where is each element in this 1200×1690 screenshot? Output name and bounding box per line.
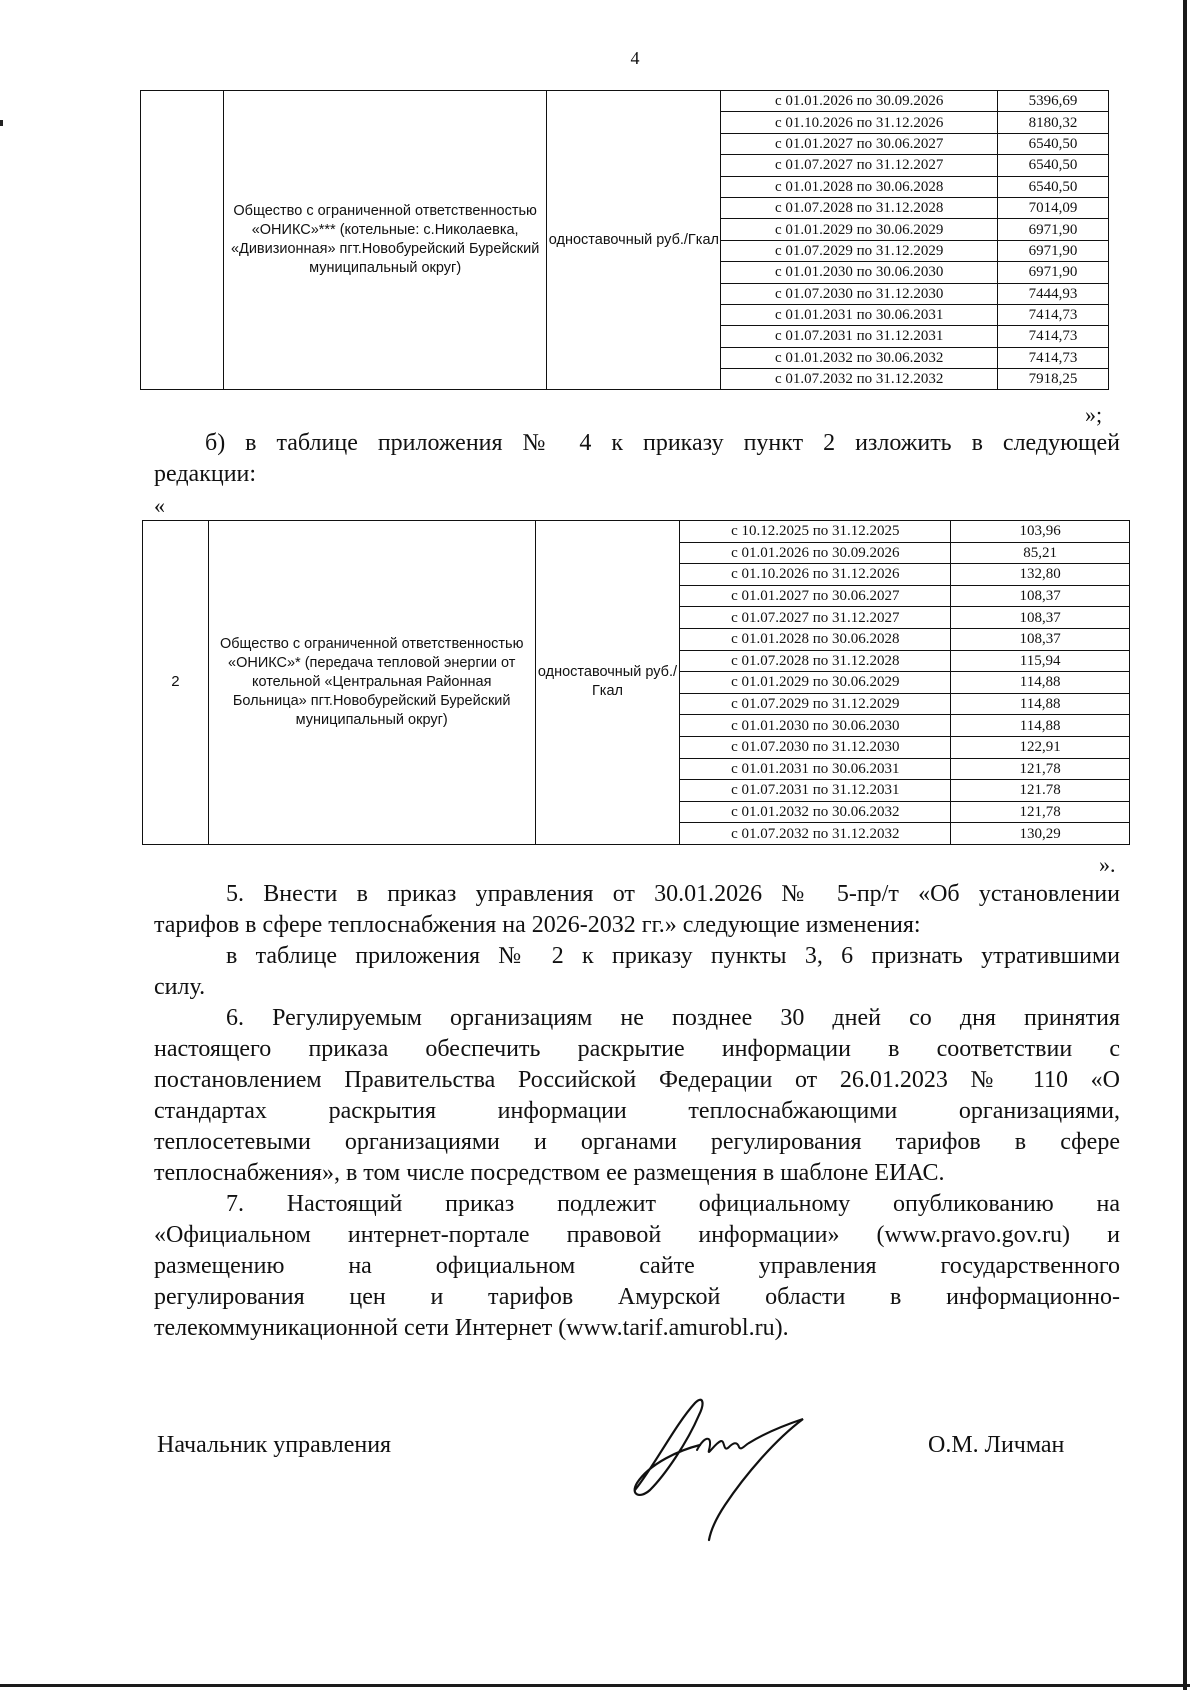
para-b-line-1: б) в таблице приложения № 4 к приказу пункт 2 изложить в следующей <box>205 430 1120 456</box>
p7-line-5: телекоммуникационной сети Интернет (www.tarif.amurobl.ru). <box>154 1315 789 1341</box>
period-cell: с 01.01.2027 по 30.06.2027 <box>721 133 998 154</box>
tariff-value-cell: 6540,50 <box>998 133 1109 154</box>
tariff-row <box>141 91 1109 112</box>
scan-border-right <box>1183 0 1187 1690</box>
period-cell: с 01.07.2032 по 31.12.2032 <box>721 369 998 390</box>
tariff-value-cell: 122,91 <box>951 736 1130 758</box>
table-1-closing-quote: »; <box>1085 402 1103 427</box>
tariff-table-1 <box>140 90 1109 390</box>
period-cell: с 01.01.2027 по 30.06.2027 <box>680 585 951 607</box>
period-cell: с 01.07.2032 по 31.12.2032 <box>680 823 951 845</box>
period-cell: с 01.01.2029 по 30.06.2029 <box>680 672 951 694</box>
tariff-value-cell: 7014,09 <box>998 197 1109 218</box>
p7-line-1: 7. Настоящий приказ подлежит официальному опубликованию на <box>226 1191 1120 1217</box>
tariff-value-cell: 5396,69 <box>998 91 1109 112</box>
period-cell: с 01.07.2031 по 31.12.2031 <box>721 326 998 347</box>
period-cell: с 01.07.2028 по 31.12.2028 <box>680 650 951 672</box>
period-cell: с 01.07.2030 по 31.12.2030 <box>680 736 951 758</box>
organization-cell: Общество с ограниченной ответственностью «ОНИКС»*** (котельные: с.Николаевка, «Дивизионная» пгт.Новобурейский Бурейский муниципальный округ) <box>223 91 547 390</box>
tariff-value-cell: 108,37 <box>951 607 1130 629</box>
p6-line-6: теплоснабжения», в том числе посредством ее размещения в шаблоне ЕИАС. <box>154 1160 945 1186</box>
p6-line-5: теплосетевыми организациями и органами регулирования тарифов в сфере <box>154 1129 1120 1155</box>
tariff-value-cell: 115,94 <box>951 650 1130 672</box>
period-cell: с 01.07.2029 по 31.12.2029 <box>721 240 998 261</box>
signatory-title: Начальник управления <box>157 1432 392 1458</box>
period-cell: с 01.01.2032 по 30.06.2032 <box>680 801 951 823</box>
period-cell: с 01.10.2026 по 31.12.2026 <box>680 564 951 586</box>
para-b-line-2: редакции: <box>154 461 257 487</box>
period-cell: с 10.12.2025 по 31.12.2025 <box>680 521 951 543</box>
period-cell: с 01.01.2029 по 30.06.2029 <box>721 219 998 240</box>
page-number: 4 <box>630 48 640 68</box>
period-cell: с 01.07.2031 по 31.12.2031 <box>680 780 951 802</box>
p5a-line-1: в таблице приложения № 2 к приказу пункты 3, 6 признать утратившими <box>226 943 1120 969</box>
p7-line-2: «Официальном интернет-портале правовой информации» (www.pravo.gov.ru) и <box>154 1222 1120 1248</box>
tariff-value-cell: 114,88 <box>951 693 1130 715</box>
period-cell: с 01.01.2031 по 30.06.2031 <box>721 304 998 325</box>
p5-line-2: тарифов в сфере теплоснабжения на 2026-2032 гг.» следующие изменения: <box>154 912 921 938</box>
p7-line-3: размещению на официальном сайте управления государственного <box>154 1253 1120 1279</box>
signatory-name: О.М. Личман <box>928 1432 1065 1458</box>
p5a-line-2: силу. <box>154 974 206 1000</box>
period-cell: с 01.07.2030 по 31.12.2030 <box>721 283 998 304</box>
tariff-value-cell: 6540,50 <box>998 176 1109 197</box>
tariff-value-cell: 114,88 <box>951 715 1130 737</box>
p6-line-1: 6. Регулируемым организациям не позднее 30 дней со дня принятия <box>226 1005 1120 1031</box>
scan-border-bottom <box>0 1684 1190 1687</box>
tariff-value-cell: 121,78 <box>951 801 1130 823</box>
period-cell: с 01.07.2027 по 31.12.2027 <box>721 155 998 176</box>
period-cell: с 01.01.2028 по 30.06.2028 <box>721 176 998 197</box>
tariff-value-cell: 130,29 <box>951 823 1130 845</box>
tariff-value-cell: 132,80 <box>951 564 1130 586</box>
tariff-value-cell: 114,88 <box>951 672 1130 694</box>
tariff-value-cell: 7918,25 <box>998 369 1109 390</box>
handwritten-signature <box>625 1395 815 1545</box>
tariff-kind-cell: одноставочный руб./Гкал <box>535 521 680 845</box>
p7-line-4: регулирования цен и тарифов Амурской области в информационно- <box>154 1284 1120 1310</box>
period-cell: с 01.01.2030 по 30.06.2030 <box>680 715 951 737</box>
p5-line-1: 5. Внести в приказ управления от 30.01.2026 № 5-пр/т «Об установлении <box>226 881 1120 907</box>
tariff-table-2 <box>142 520 1130 845</box>
item-number-cell <box>141 91 224 390</box>
tariff-value-cell: 85,21 <box>951 542 1130 564</box>
tariff-value-cell: 6971,90 <box>998 240 1109 261</box>
period-cell: с 01.07.2029 по 31.12.2029 <box>680 693 951 715</box>
period-cell: с 01.07.2028 по 31.12.2028 <box>721 197 998 218</box>
period-cell: с 01.01.2026 по 30.09.2026 <box>680 542 951 564</box>
tariff-table-2-body <box>143 521 1130 845</box>
tariff-kind-cell: одноставочный руб./Гкал <box>547 91 721 390</box>
tariff-value-cell: 121,78 <box>951 758 1130 780</box>
tariff-value-cell: 121.78 <box>951 780 1130 802</box>
tariff-value-cell: 108,37 <box>951 585 1130 607</box>
period-cell: с 01.01.2031 по 30.06.2031 <box>680 758 951 780</box>
period-cell: с 01.01.2032 по 30.06.2032 <box>721 347 998 368</box>
tariff-value-cell: 7414,73 <box>998 347 1109 368</box>
tariff-value-cell: 6540,50 <box>998 155 1109 176</box>
organization-cell: Общество с ограниченной ответственностью «ОНИКС»* (передача тепловой энергии от котельной «Центральная Районная Больница» пгт.Новобурейский Бурейский муниципальный округ) <box>208 521 535 845</box>
tariff-row <box>143 521 1130 543</box>
tariff-value-cell: 108,37 <box>951 628 1130 650</box>
period-cell: с 01.10.2026 по 31.12.2026 <box>721 112 998 133</box>
period-cell: с 01.01.2026 по 30.09.2026 <box>721 91 998 112</box>
p6-line-4: стандартах раскрытия информации теплоснабжающими организациями, <box>154 1098 1120 1124</box>
tariff-value-cell: 6971,90 <box>998 262 1109 283</box>
period-cell: с 01.01.2030 по 30.06.2030 <box>721 262 998 283</box>
tariff-table-1-body <box>141 91 1109 390</box>
p6-line-3: постановлением Правительства Российской Федерации от 26.01.2023 № 110 «О <box>154 1067 1120 1093</box>
item-number-cell: 2 <box>143 521 209 845</box>
para-b-open-quote: « <box>154 493 165 518</box>
tariff-value-cell: 8180,32 <box>998 112 1109 133</box>
period-cell: с 01.01.2028 по 30.06.2028 <box>680 628 951 650</box>
tariff-value-cell: 103,96 <box>951 521 1130 543</box>
tariff-value-cell: 6971,90 <box>998 219 1109 240</box>
scan-mark-left <box>0 120 3 126</box>
p6-line-2: настоящего приказа обеспечить раскрытие информации в соответствии с <box>154 1036 1120 1062</box>
period-cell: с 01.07.2027 по 31.12.2027 <box>680 607 951 629</box>
tariff-value-cell: 7414,73 <box>998 304 1109 325</box>
tariff-value-cell: 7414,73 <box>998 326 1109 347</box>
tariff-value-cell: 7444,93 <box>998 283 1109 304</box>
table-2-closing-quote: ». <box>1099 852 1116 877</box>
